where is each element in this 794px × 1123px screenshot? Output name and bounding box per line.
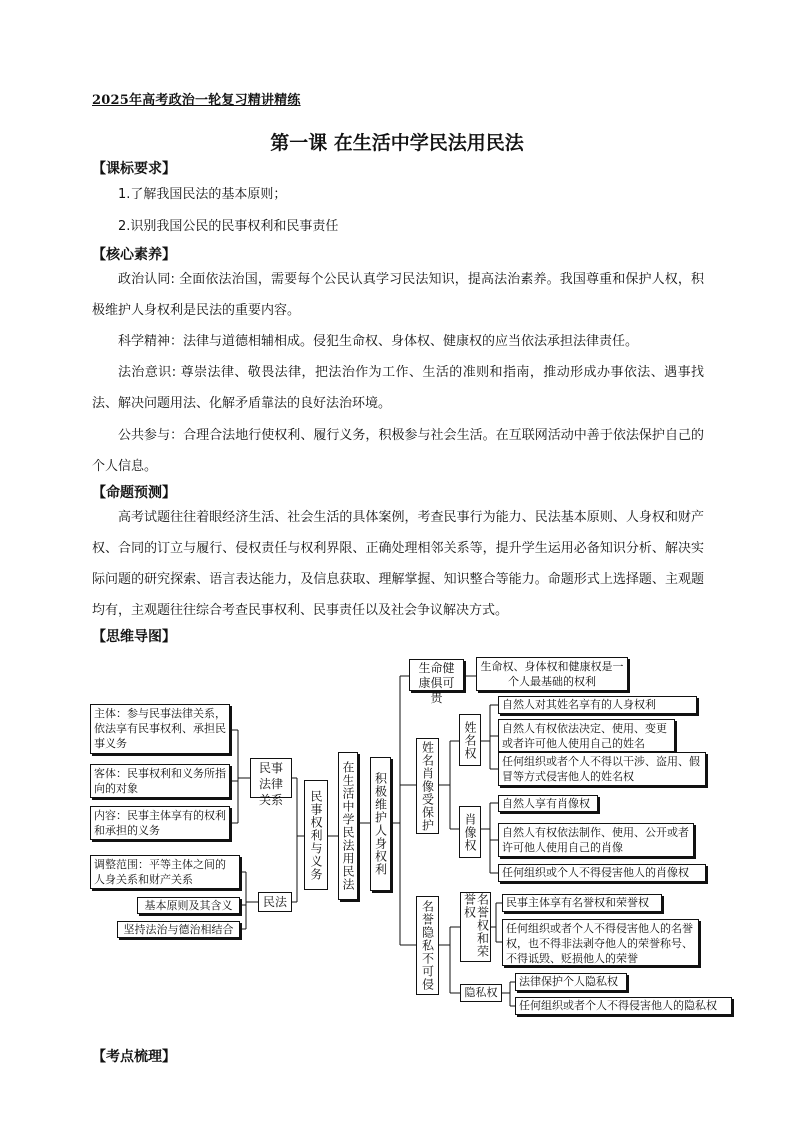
node-reputation-honor-right: 名誉权和荣誉权	[460, 892, 491, 962]
node-root-topic: 在生活中学民法用民法	[338, 752, 358, 900]
node-privacy-right: 隐私权	[460, 984, 502, 1002]
section-points-heading: 【考点梳理】	[92, 1049, 176, 1065]
section-mindmap-heading: 【思维导图】	[92, 629, 176, 645]
node-civil-legal-relation: 民事法律关系	[250, 758, 292, 798]
node-object: 客体：民事权利和义务所指向的对象	[90, 764, 230, 798]
section-curriculum-heading: 【课标要求】	[92, 161, 176, 177]
node-portrait-right-2: 自然人有权依法制作、使用、公开或者许可他人使用自己的肖像	[498, 823, 694, 857]
node-name-right-3: 任何组织或者个人不得以干涉、盗用、假冒等方式侵害他人的姓名权	[498, 752, 706, 786]
node-subject: 主体：参与民事法律关系，依法享有民事权利、承担民事义务	[90, 704, 230, 754]
node-adjustment-scope: 调整范围：平等主体之间的人身关系和财产关系	[90, 855, 240, 889]
section-literacy-heading: 【核心素养】	[92, 247, 176, 263]
forecast-paragraph: 高考试题往往着眼经济生活、社会生活的具体案例，考查民事行为能力、民法基本原则、人身权和财产权、合同的订立与履行、侵权责任与权利界限、正确处理相邻关系等，提升学生运用必备知识分析、解决实际问题的研究探索、语言表达能力，及信息获取、理解掌握、知识整合等能力。命题形式上选择题、主观题均有，主观题往往综合考查民事权利、民事责任以及社会争议解决方式。	[92, 510, 704, 618]
literacy-public-participation: 公共参与：合理合法地行使权利、履行义务，积极参与社会生活。在互联网活动中善于依法保护自己的个人信息。	[92, 428, 704, 474]
node-privacy-right-2: 任何组织或者个人不得侵害他人的隐私权	[515, 997, 732, 1015]
node-honor-privacy: 名誉隐私不可侵	[416, 896, 439, 995]
node-name-portrait-protection: 姓名肖像受保护	[416, 738, 439, 834]
node-portrait-right: 肖像权	[459, 806, 481, 858]
node-honor-right-1: 民事主体享有名誉权和荣誉权	[502, 894, 662, 912]
node-civil-rights-obligations: 民事权利与义务	[304, 780, 328, 890]
literacy-legal-awareness: 法治意识: 尊崇法律、敬畏法律，把法治作为工作、生活的准则和指南，推动形成办事依法、遇事找法、解决问题用法、化解矛盾靠法的良好法治环境。	[92, 365, 704, 411]
section-forecast-heading: 【命题预测】	[92, 485, 176, 501]
node-basic-principles: 基本原则及其含义	[137, 897, 240, 914]
literacy-political-identity: 政治认同: 全面依法治国，需要每个公民认真学习民法知识，提高法治素养。我国尊重和保护人权，积极维护人身权利是民法的重要内容。	[92, 272, 704, 318]
node-content: 内容：民事主体享有的权利和承担的义务	[90, 806, 230, 840]
curriculum-item: 2.识别我国公民的民事权利和民事责任	[118, 219, 339, 234]
node-privacy-right-1: 法律保护个人隐私权	[515, 973, 627, 991]
node-honor-right-2: 任何组织或者个人不得侵害他人的名誉权，也不得非法剥夺他人的荣誉称号、不得诋毁、贬损他人的荣誉	[502, 919, 699, 966]
literacy-scientific-spirit: 科学精神：法律与道德相辅相成。侵犯生命权、身体权、健康权的应当依法承担法律责任。	[118, 334, 639, 349]
node-life-health-desc: 生命权、身体权和健康权是一个人最基础的权利	[476, 657, 628, 691]
document-series-label: 2025年高考政治一轮复习精讲精练	[92, 93, 301, 108]
node-protect-personal-rights: 积极维护人身权利	[370, 757, 391, 891]
node-name-right-1: 自然人对其姓名享有的人身权利	[498, 696, 697, 714]
node-portrait-right-1: 自然人享有肖像权	[498, 795, 598, 812]
curriculum-item: 1.了解我国民法的基本原则；	[118, 187, 287, 202]
node-civil-law: 民法	[258, 892, 292, 912]
node-name-right-2: 自然人有权依法决定、使用、变更或者许可他人使用自己的姓名	[498, 719, 675, 752]
node-rule-of-law-and-virtue: 坚持法治与德治相结合	[117, 921, 240, 938]
node-portrait-right-3: 任何组织或个人不得侵害他人的肖像权	[498, 864, 706, 882]
node-life-health: 生命健康俱可贵	[409, 659, 464, 691]
node-name-right: 姓名权	[459, 714, 481, 766]
lesson-title: 第一课 在生活中学民法用民法	[270, 132, 524, 154]
